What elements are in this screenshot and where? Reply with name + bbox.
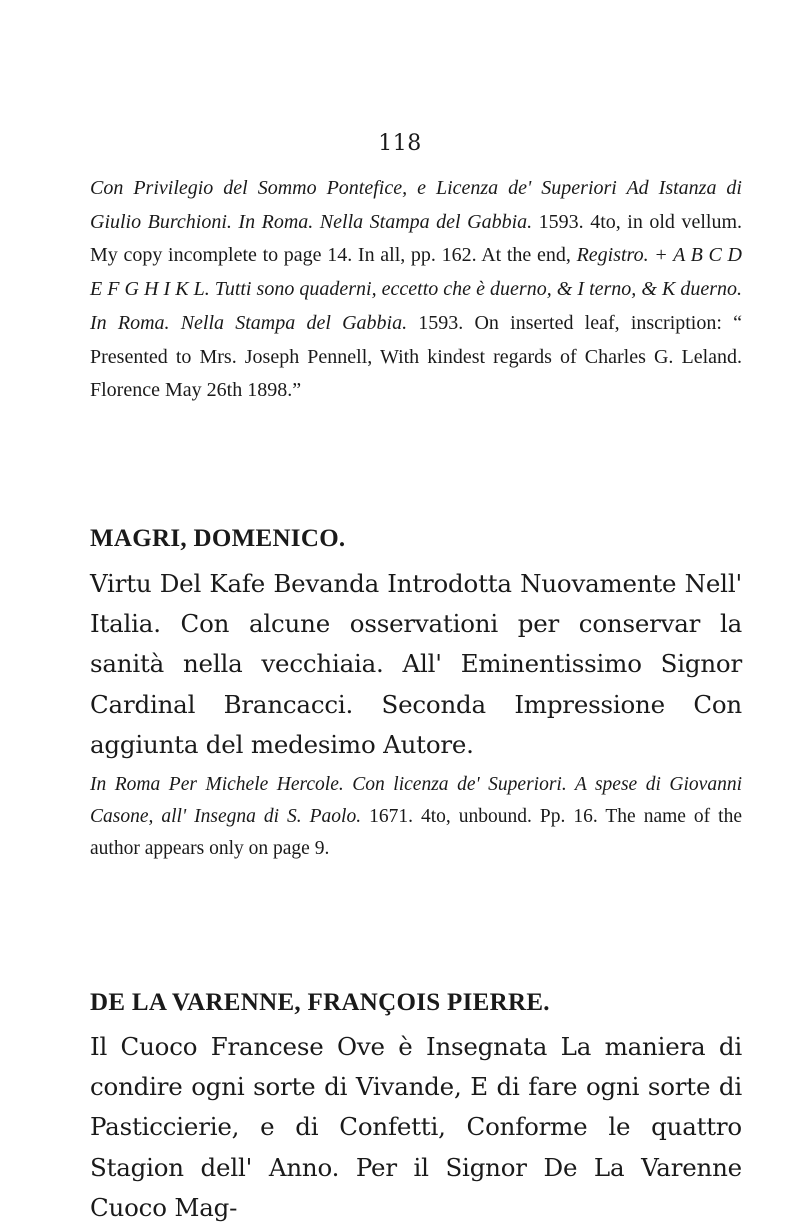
entry-title: Il Cuoco Francese Ove è Insegnata La maniera di condire ogni sorte di Vivande, E di fare ogni sorte di Pasticcierie, e di Confetti, Conforme le quattro Stagion dell' Anno. Per il Signor De La Varenne Cuoco Mag- <box>90 1032 742 1222</box>
imprint-italic: Con Privilegio del Sommo Pontefice, e Licenza de' Superiori Ad Istanza di Giulio Burchioni. In Roma. Nella Stampa del Gabbia. <box>90 177 742 233</box>
registro-italic: Registro. + A B C D E F G H I K L. Tutti sono quaderni, eccetto che è duerno, & I terno, & K duerno. In Roma. Nella Stampa del Gabbia. <box>90 244 742 334</box>
entry-de-la-varenne <box>90 988 742 1228</box>
entry-heading: DE LA VARENNE, FRANÇOIS PIERRE. <box>90 989 550 1016</box>
entry-title: Virtu Del Kafe Bevanda Introdotta Nuovamente Nell' Italia. Con alcune osservationi per conservar la sanità nella vecchiaia. All' Eminentissimo Signor Cardinal Brancacci. Seconda Impressione Con aggiunta del medesimo Autore. <box>90 569 742 759</box>
entry-imprint-paragraph <box>90 769 742 865</box>
imprint-italic: In Roma Per Michele Hercole. Con licenza de' Superiori. A spese di Giovanni Casone, all' Insegna di S. Paolo. <box>90 774 742 828</box>
inscription-text: 1593. On inserted leaf, inscription: “ Presented to Mrs. Joseph Pennell, With kindest regards of Charles G. Leland. Florence May 26th 1898.” <box>90 311 742 402</box>
collation-text: 1593. 4to, in old vellum. My copy incomplete to page 14. In all, pp. 162. At the end, <box>90 210 742 267</box>
entry-continuation <box>90 172 742 408</box>
entry-heading: MAGRI, DOMENICO. <box>90 525 346 552</box>
page-number: 118 <box>378 131 422 156</box>
collation-text: 1671. 4to, unbound. Pp. 16. The name of the author appears only on page 9. <box>90 806 742 860</box>
entry-magri <box>90 524 742 865</box>
entry-continuation-paragraph <box>90 172 742 408</box>
